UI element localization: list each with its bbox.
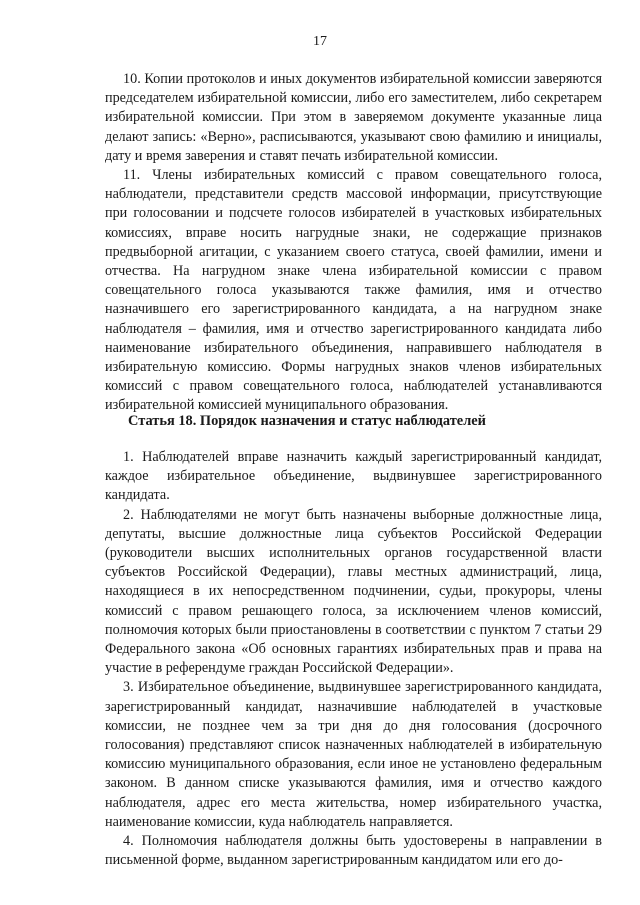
paragraph-1: 1. Наблюдателей вправе назначить каждый зарегистрированный кандидат, каждое избирательное объединение, выдвинувшее зарегистрированного кандидата. [105, 449, 602, 504]
paragraph-11: 11. Члены избирательных комиссий с правом совещательного голоса, наблюдатели, представители средств массовой информации, присутствующие при голосовании и подсчете голосов избирателей в участковых избирательных комиссиях, вправе носить нагрудные знаки, не содержащие признаков предвыборной агитации, с указанием своего статуса, своей фамилии, имени и отчества. На нагрудном знаке члена избирательной комиссии с правом совещательного голоса указываются также фамилия, имя и отчество назначившего его зарегистрированного кандидата, а на нагрудном знаке наблюдателя – фамилия, имя и отчество зарегистрированного кандидата либо наименование избирательного объединения, направившего наблюдателя в избирательную комиссию. Формы нагрудных знаков членов избирательных комиссий с правом совещательного голоса, наблюдателей устанавливаются избирательной комиссией муниципального образования. [105, 167, 602, 414]
paragraph-3: 3. Избирательное объединение, выдвинувшее зарегистрированного кандидата, зарегистрированный кандидат, назначившие наблюдателей в участковые комиссии, не позднее чем за три дня до дня голосования (досрочного голосования) представляют список назначенных наблюдателей в избирательную комиссию муниципального образования, если иное не установлено федеральным законом. В данном списке указываются фамилия, имя и отчество каждого наблюдателя, адрес его места жительства, номер избирательного участка, наименование комиссии, куда наблюдатель направляется. [105, 679, 602, 830]
article-heading: Статья 18. Порядок назначения и статус наблюдателей [128, 413, 486, 429]
page-number: 17 [313, 34, 327, 49]
paragraph-4: 4. Полномочия наблюдателя должны быть удостоверены в направлении в письменной форме, выданном зарегистрированным кандидатом или его до- [105, 833, 602, 869]
article-18-text [105, 448, 602, 870]
paragraph-2: 2. Наблюдателями не могут быть назначены выборные должностные лица, депутаты, высшие должностные лица субъектов Российской Федерации (руководители высших исполнительных органов государственной власти субъектов Российской Федерации), главы местных администраций, лица, находящиеся в их непосредственном подчинении, судьи, прокуроры, члены комиссий с правом решающего голоса, за исключением членов комиссий, полномочия которых были приостановлены в соответствии с пунктом 7 статьи 29 Федерального закона «Об основных гарантиях избирательных прав и права на участие в референдуме граждан Российской Федерации». [105, 506, 602, 677]
article-17-text [105, 70, 602, 416]
paragraph-10: 10. Копии протоколов и иных документов избирательной комиссии заверяются председателем избирательной комиссии, либо его заместителем, либо секретарем избирательной комиссии. При этом в заверяемом документе указанные лица делают запись: «Верно», расписываются, указывают свою фамилию и инициалы, дату и время заверения и ставят печать избирательной комиссии. [105, 71, 602, 164]
